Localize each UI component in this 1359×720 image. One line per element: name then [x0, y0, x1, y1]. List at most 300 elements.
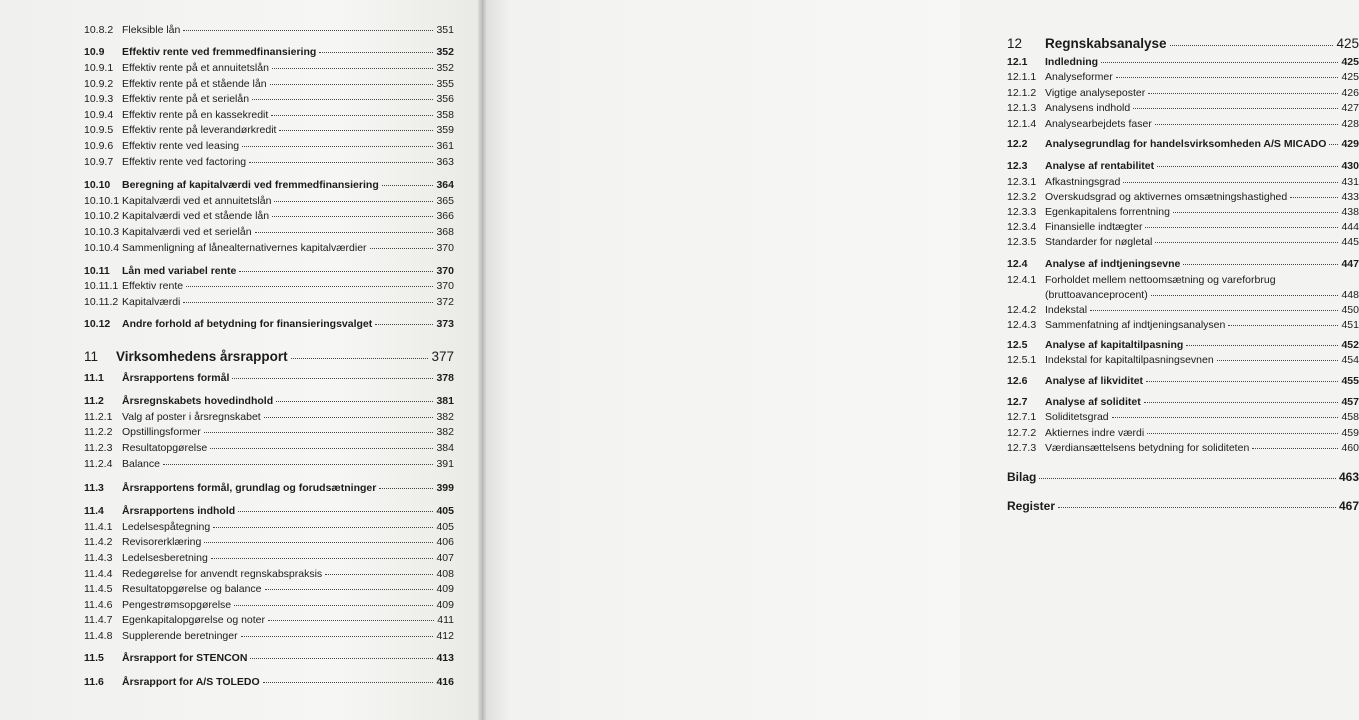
toc-entry[interactable]	[84, 265, 454, 277]
toc-dot-leader	[264, 417, 434, 418]
toc-dot-leader	[1329, 144, 1338, 145]
toc-entry-number: 11.2.2	[84, 426, 113, 438]
toc-entry-title: Vigtige analyseposter	[1045, 87, 1146, 99]
toc-dot-leader	[1145, 227, 1338, 228]
toc-entry-title: Register	[1007, 499, 1056, 513]
toc-entry-number: 10.9.3	[84, 93, 114, 105]
toc-entry-title: Sammenfatning af indtjeningsanalysen	[1045, 319, 1226, 331]
toc-dot-leader	[1101, 62, 1338, 63]
toc-entry-number: 12.1.2	[1007, 87, 1037, 99]
toc-entry[interactable]	[84, 124, 454, 136]
toc-entry-title: Årsrapportens formål	[122, 372, 230, 384]
toc-entry-number: 12.4.1	[1007, 274, 1037, 286]
toc-entry-title: Sammenligning af lånealternativernes kapitalværdier	[122, 242, 367, 254]
toc-entry-title: Virksomhedens årsrapport	[116, 349, 288, 364]
toc-entry-title: Årsrapportens indhold	[122, 505, 236, 517]
toc-entry-number: 12.5.1	[1007, 354, 1037, 366]
toc-entry-title: Soliditetsgrad	[1045, 411, 1109, 423]
toc-entry-page: 363	[436, 156, 454, 168]
toc-dot-leader	[1123, 182, 1338, 183]
toc-entry-page: 416	[436, 676, 454, 688]
toc-entry-page: 382	[436, 411, 454, 423]
toc-entry[interactable]	[1007, 499, 1359, 513]
toc-dot-leader	[242, 146, 433, 147]
toc-entry[interactable]	[84, 109, 454, 121]
toc-dot-leader	[1146, 381, 1338, 382]
toc-dot-leader	[375, 324, 433, 325]
toc-entry[interactable]	[84, 372, 454, 384]
toc-entry[interactable]	[84, 482, 454, 494]
toc-dot-leader	[183, 302, 433, 303]
toc-entry-title: Effektiv rente ved factoring	[122, 156, 247, 168]
toc-entry-number: 10.9.2	[84, 78, 114, 90]
toc-entry[interactable]	[84, 458, 454, 470]
toc-entry-page: 451	[1341, 319, 1359, 331]
toc-entry-page: 407	[436, 552, 454, 564]
toc-entry-number: 10.12	[84, 318, 111, 330]
left-page	[0, 0, 482, 720]
toc-dot-leader	[1252, 448, 1338, 449]
toc-entry-page: 433	[1341, 191, 1359, 203]
toc-entry-number: 11.1	[84, 372, 104, 384]
toc-entry-number: 10.9.7	[84, 156, 114, 168]
toc-dot-leader	[1155, 124, 1339, 125]
toc-dot-leader	[1290, 197, 1338, 198]
toc-dot-leader	[213, 527, 433, 528]
toc-entry-title: Resultatopgørelse og balance	[122, 583, 262, 595]
toc-entry[interactable]	[1007, 138, 1359, 150]
toc-entry[interactable]	[1007, 206, 1359, 218]
toc-dot-leader	[1148, 93, 1338, 94]
toc-entry-number: 10.11.1	[84, 280, 119, 292]
toc-entry-title: Regnskabsanalyse	[1045, 36, 1167, 51]
toc-entry-number: 12	[1007, 36, 1023, 51]
toc-entry[interactable]	[84, 242, 454, 254]
toc-entry[interactable]	[1007, 191, 1359, 203]
toc-dot-leader	[382, 185, 434, 186]
toc-entry-page: 370	[436, 265, 454, 277]
toc-dot-leader	[1228, 325, 1338, 326]
toc-entry-title: Afkastningsgrad	[1045, 176, 1121, 188]
toc-entry-number: 10.11.2	[84, 296, 119, 308]
toc-entry[interactable]	[1007, 56, 1359, 68]
toc-entry-number: 10.9.5	[84, 124, 114, 136]
toc-entry-title: Egenkapitalens forrentning	[1045, 206, 1170, 218]
toc-entry-number: 11.4.1	[84, 521, 113, 533]
toc-dot-leader	[1133, 108, 1338, 109]
toc-entry[interactable]	[84, 426, 454, 438]
toc-dot-leader	[319, 52, 433, 53]
toc-entry-number: 12.4.3	[1007, 319, 1037, 331]
toc-dot-leader	[1058, 507, 1336, 508]
toc-entry-title: Analysens indhold	[1045, 102, 1131, 114]
toc-entry[interactable]	[1007, 339, 1359, 351]
toc-dot-leader	[379, 488, 433, 489]
toc-entry[interactable]	[1007, 411, 1359, 423]
toc-entry-title: Årsregnskabets hovedindhold	[122, 395, 274, 407]
toc-dot-leader	[204, 432, 434, 433]
toc-entry-title: Balance	[122, 458, 160, 470]
toc-entry-title: Standarder for nøgletal	[1045, 236, 1153, 248]
toc-entry-number: 12.3.4	[1007, 221, 1037, 233]
toc-entry-number: 11.4.3	[84, 552, 113, 564]
toc-entry-page: 425	[1336, 36, 1359, 51]
toc-entry[interactable]	[1007, 354, 1359, 366]
toc-entry-page: 372	[436, 296, 454, 308]
toc-entry-page: 409	[436, 583, 454, 595]
toc-entry-page: 408	[436, 568, 454, 580]
toc-entry[interactable]	[1007, 102, 1359, 114]
toc-entry-page: 427	[1341, 102, 1359, 114]
toc-entry-page: 413	[436, 652, 454, 664]
toc-entry-title: Fleksible lån	[122, 24, 181, 36]
toc-entry-page: 458	[1341, 411, 1359, 423]
toc-entry-title: (bruttoavanceprocent)	[1045, 289, 1148, 301]
toc-entry-page: 429	[1341, 138, 1359, 150]
toc-entry[interactable]	[1007, 304, 1359, 316]
toc-dot-leader	[263, 682, 434, 683]
book-gutter	[478, 0, 486, 720]
toc-entry-page: 355	[436, 78, 454, 90]
toc-entry-title: Analyse af indtjeningsevne	[1045, 258, 1181, 270]
toc-dot-leader	[250, 658, 433, 659]
toc-entry-title: Kapitalværdi ved et serielån	[122, 226, 252, 238]
toc-entry-page: 359	[436, 124, 454, 136]
toc-dot-leader	[210, 448, 433, 449]
toc-entry-title: Lån med variabel rente	[122, 265, 237, 277]
toc-entry-title: Årsrapport for A/S TOLEDO	[122, 676, 260, 688]
toc-entry[interactable]	[1007, 87, 1359, 99]
toc-entry-number: 12.4	[1007, 258, 1028, 270]
toc-dot-leader	[1147, 433, 1338, 434]
toc-entry-number: 12.1.3	[1007, 102, 1037, 114]
toc-entry-page: 447	[1341, 258, 1359, 270]
toc-entry-title: Revisorerklæring	[122, 536, 202, 548]
toc-entry-title: Effektiv rente	[122, 280, 184, 292]
toc-entry-title: Indekstal	[1045, 304, 1088, 316]
toc-entry[interactable]	[1007, 442, 1359, 454]
toc-entry[interactable]	[84, 62, 454, 74]
toc-entry-page: 406	[436, 536, 454, 548]
toc-entry[interactable]	[84, 411, 454, 423]
toc-entry-page: 351	[436, 24, 454, 36]
toc-entry-title: Kapitalværdi	[122, 296, 181, 308]
toc-entry-number: 11.4.2	[84, 536, 113, 548]
toc-entry[interactable]	[84, 630, 454, 642]
toc-entry-number: 12.3.1	[1007, 176, 1037, 188]
toc-entry-number: 10.10.1	[84, 195, 120, 207]
toc-entry-number: 11.3	[84, 482, 104, 494]
toc-entry-title: Supplerende beretninger	[122, 630, 238, 642]
toc-entry-page: 361	[436, 140, 454, 152]
toc-entry-number: 10.10.4	[84, 242, 120, 254]
toc-entry-page: 366	[436, 210, 454, 222]
toc-entry-page: 450	[1341, 304, 1359, 316]
toc-entry-title: Værdiansættelsens betydning for soliditeten	[1045, 442, 1250, 454]
toc-dot-leader	[274, 201, 433, 202]
toc-entry-number: 10.9.1	[84, 62, 114, 74]
toc-dot-leader	[370, 248, 434, 249]
toc-entry[interactable]	[84, 568, 454, 580]
toc-entry-number: 11.2	[84, 395, 104, 407]
toc-entry-page: 412	[436, 630, 454, 642]
toc-entry-page: 381	[436, 395, 454, 407]
toc-entry-page: 409	[436, 599, 454, 611]
toc-entry-number: 10.11	[84, 265, 110, 277]
toc-entry-number: 10.10.3	[84, 226, 120, 238]
toc-entry-title: Analyse af kapitaltilpasning	[1045, 339, 1184, 351]
toc-entry-page: 352	[436, 62, 454, 74]
toc-entry-number: 12.1.4	[1007, 118, 1037, 130]
toc-entry[interactable]	[84, 280, 454, 292]
toc-entry[interactable]	[1007, 319, 1359, 331]
toc-dot-leader	[265, 589, 434, 590]
toc-dot-leader	[1039, 478, 1336, 479]
toc-entry-number: 12.7.2	[1007, 427, 1037, 439]
toc-entry-number: 12.3.5	[1007, 236, 1037, 248]
toc-dot-leader	[1170, 45, 1334, 46]
toc-dot-leader	[272, 68, 434, 69]
toc-entry-page: 382	[436, 426, 454, 438]
toc-entry-title: Kapitalværdi ved et annuitetslån	[122, 195, 272, 207]
toc-entry[interactable]	[1007, 470, 1359, 484]
toc-dot-leader	[1112, 417, 1339, 418]
toc-entry[interactable]	[1007, 36, 1359, 51]
toc-entry-page: 370	[436, 242, 454, 254]
toc-entry-number: 10.10	[84, 179, 111, 191]
toc-entry-page: 405	[436, 521, 454, 533]
toc-entry-number: 11.4.7	[84, 614, 113, 626]
toc-entry[interactable]	[1007, 396, 1359, 408]
toc-entry-page: 384	[436, 442, 454, 454]
toc-entry-title: Egenkapitalopgørelse og noter	[122, 614, 266, 626]
toc-entry[interactable]	[84, 93, 454, 105]
toc-entry[interactable]	[84, 614, 454, 626]
toc-entry-title: Effektiv rente på et stående lån	[122, 78, 267, 90]
toc-entry-title: Effektiv rente ved fremmedfinansiering	[122, 46, 317, 58]
toc-dot-leader	[271, 115, 433, 116]
toc-entry-page: 391	[436, 458, 454, 470]
toc-entry[interactable]	[84, 179, 454, 191]
toc-dot-leader	[1090, 310, 1338, 311]
toc-entry-page: 365	[436, 195, 454, 207]
toc-dot-leader	[186, 286, 433, 287]
toc-dot-leader	[211, 558, 434, 559]
toc-entry-title: Kapitalværdi ved et stående lån	[122, 210, 270, 222]
toc-entry-title: Pengestrømsopgørelse	[122, 599, 232, 611]
toc-entry-number: 10.9.6	[84, 140, 114, 152]
toc-dot-leader	[1157, 166, 1338, 167]
toc-entry-number: 11.2.3	[84, 442, 113, 454]
toc-dot-leader	[255, 232, 434, 233]
toc-entry-number: 11.6	[84, 676, 104, 688]
toc-entry[interactable]	[84, 583, 454, 595]
toc-entry[interactable]	[84, 318, 454, 330]
toc-entry-page: 399	[436, 482, 454, 494]
toc-entry-page: 425	[1341, 56, 1359, 68]
toc-dot-leader	[252, 99, 433, 100]
toc-dot-leader	[272, 216, 433, 217]
toc-entry-title: Analyse af soliditet	[1045, 396, 1141, 408]
toc-entry-number: 11.4.8	[84, 630, 113, 642]
toc-dot-leader	[183, 30, 433, 31]
toc-dot-leader	[204, 542, 433, 543]
toc-entry[interactable]	[84, 210, 454, 222]
toc-entry-number: 12.1	[1007, 56, 1028, 68]
toc-entry[interactable]	[1007, 221, 1359, 233]
toc-entry[interactable]	[1007, 274, 1359, 286]
toc-entry-title: Analyse af rentabilitet	[1045, 160, 1155, 172]
toc-entry-page: 448	[1341, 289, 1359, 301]
toc-entry-number: 12.7.1	[1007, 411, 1037, 423]
toc-entry-number: 11.5	[84, 652, 104, 664]
toc-dot-leader	[238, 511, 433, 512]
toc-entry[interactable]	[84, 226, 454, 238]
toc-entry-page: 460	[1341, 442, 1359, 454]
toc-entry-number: 10.10.2	[84, 210, 120, 222]
toc-entry[interactable]	[1007, 160, 1359, 172]
toc-entry-page: 368	[436, 226, 454, 238]
toc-entry-title: Effektiv rente på et annuitetslån	[122, 62, 269, 74]
toc-entry[interactable]	[84, 140, 454, 152]
toc-entry[interactable]	[84, 349, 454, 364]
toc-entry-number: 12.4.2	[1007, 304, 1037, 316]
toc-entry-number: 12.2	[1007, 138, 1028, 150]
toc-entry-page: 426	[1341, 87, 1359, 99]
toc-entry-title: Opstillingsformer	[122, 426, 201, 438]
toc-entry-number: 10.8.2	[84, 24, 114, 36]
toc-entry-page: 459	[1341, 427, 1359, 439]
toc-dot-leader	[270, 84, 434, 85]
toc-entry[interactable]	[1007, 71, 1359, 83]
toc-entry-page: 457	[1341, 396, 1359, 408]
toc-entry-title: Effektiv rente på et serielån	[122, 93, 250, 105]
toc-entry-title: Årsrapport for STENCON	[122, 652, 248, 664]
toc-entry[interactable]	[84, 599, 454, 611]
toc-entry[interactable]	[84, 296, 454, 308]
toc-entry-title: Effektiv rente på leverandørkredit	[122, 124, 277, 136]
toc-entry-page: 370	[436, 280, 454, 292]
toc-entry-page: 377	[431, 349, 454, 364]
toc-entry-page: 364	[436, 179, 454, 191]
toc-entry[interactable]	[84, 195, 454, 207]
toc-entry-title: Redegørelse for anvendt regnskabspraksis	[122, 568, 323, 580]
toc-entry-number: 10.9.4	[84, 109, 114, 121]
toc-entry[interactable]	[1007, 289, 1359, 301]
toc-entry-number: 11.4.5	[84, 583, 113, 595]
toc-entry-page: 452	[1341, 339, 1359, 351]
toc-entry[interactable]	[84, 46, 454, 58]
toc-entry[interactable]	[1007, 427, 1359, 439]
toc-entry-title: Resultatopgørelse	[122, 442, 208, 454]
toc-entry-page: 430	[1341, 160, 1359, 172]
toc-entry-number: 12.1.1	[1007, 71, 1037, 83]
toc-dot-leader	[279, 130, 433, 131]
toc-dot-leader	[163, 464, 434, 465]
toc-entry-title: Forholdet mellem nettoomsætning og vareforbrug	[1045, 274, 1276, 286]
toc-entry-number: 12.6	[1007, 375, 1028, 387]
toc-dot-leader	[268, 620, 434, 621]
toc-entry-number: 11.4	[84, 505, 104, 517]
toc-entry[interactable]	[84, 652, 454, 664]
toc-entry[interactable]	[84, 442, 454, 454]
toc-entry[interactable]	[84, 505, 454, 517]
toc-entry[interactable]	[84, 536, 454, 548]
toc-dot-leader	[1173, 212, 1339, 213]
toc-entry-title: Beregning af kapitalværdi ved fremmedfinansiering	[122, 179, 379, 191]
toc-entry-page: 425	[1341, 71, 1359, 83]
toc-dot-leader	[1151, 295, 1339, 296]
toc-entry-title: Effektiv rente ved leasing	[122, 140, 240, 152]
toc-entry[interactable]	[84, 676, 454, 688]
toc-entry[interactable]	[84, 156, 454, 168]
toc-entry-number: 10.9	[84, 46, 105, 58]
toc-dot-leader	[239, 271, 433, 272]
toc-entry[interactable]	[1007, 258, 1359, 270]
toc-entry[interactable]	[1007, 176, 1359, 188]
toc-entry[interactable]	[84, 78, 454, 90]
toc-entry-title: Aktiernes indre værdi	[1045, 427, 1145, 439]
toc-dot-leader	[276, 401, 433, 402]
toc-dot-leader	[291, 358, 429, 359]
toc-entry-title: Analysegrundlag for handelsvirksomheden A/S MICADO	[1045, 138, 1327, 150]
toc-entry[interactable]	[1007, 118, 1359, 130]
toc-entry-number: 12.7	[1007, 396, 1028, 408]
toc-entry-page: 405	[436, 505, 454, 517]
toc-entry-page: 373	[436, 318, 454, 330]
toc-dot-leader	[1183, 264, 1338, 265]
toc-entry[interactable]	[1007, 375, 1359, 387]
toc-entry-page: 455	[1341, 375, 1359, 387]
toc-entry-title: Analyseformer	[1045, 71, 1113, 83]
toc-entry-number: 12.3.2	[1007, 191, 1037, 203]
toc-entry-number: 12.7.3	[1007, 442, 1037, 454]
toc-entry-title: Overskudsgrad og aktivernes omsætningshastighed	[1045, 191, 1288, 203]
toc-entry-number: 12.3.3	[1007, 206, 1037, 218]
toc-entry-title: Andre forhold af betydning for finansieringsvalget	[122, 318, 373, 330]
toc-entry-title: Analysearbejdets faser	[1045, 118, 1152, 130]
toc-dot-leader	[249, 162, 433, 163]
toc-entry-page: 467	[1338, 499, 1359, 513]
toc-dot-leader	[1116, 77, 1339, 78]
toc-dot-leader	[325, 574, 433, 575]
toc-entry-page: 445	[1341, 236, 1359, 248]
toc-entry-number: 12.5	[1007, 339, 1028, 351]
right-page	[482, 0, 1359, 720]
toc-dot-leader	[232, 378, 433, 379]
toc-entry-title: Finansielle indtægter	[1045, 221, 1143, 233]
toc-dot-leader	[1144, 402, 1339, 403]
toc-entry-number: 11.4.6	[84, 599, 113, 611]
toc-entry-title: Bilag	[1007, 470, 1037, 484]
toc-entry-title: Årsrapportens formål, grundlag og forudsætninger	[122, 482, 377, 494]
toc-entry[interactable]	[1007, 236, 1359, 248]
toc-dot-leader	[1186, 345, 1338, 346]
toc-entry-page: 463	[1338, 470, 1359, 484]
toc-entry-page: 411	[437, 614, 454, 626]
toc-entry-page: 378	[436, 372, 454, 384]
toc-entry-page: 428	[1341, 118, 1359, 130]
toc-entry-number: 11.2.1	[84, 411, 113, 423]
toc-entry-title: Indledning	[1045, 56, 1099, 68]
toc-entry-page: 438	[1341, 206, 1359, 218]
toc-entry[interactable]	[84, 395, 454, 407]
toc-entry[interactable]	[84, 24, 454, 36]
toc-entry-page: 444	[1341, 221, 1359, 233]
toc-entry[interactable]	[84, 521, 454, 533]
toc-entry-number: 11.4.4	[84, 568, 113, 580]
toc-entry[interactable]	[84, 552, 454, 564]
